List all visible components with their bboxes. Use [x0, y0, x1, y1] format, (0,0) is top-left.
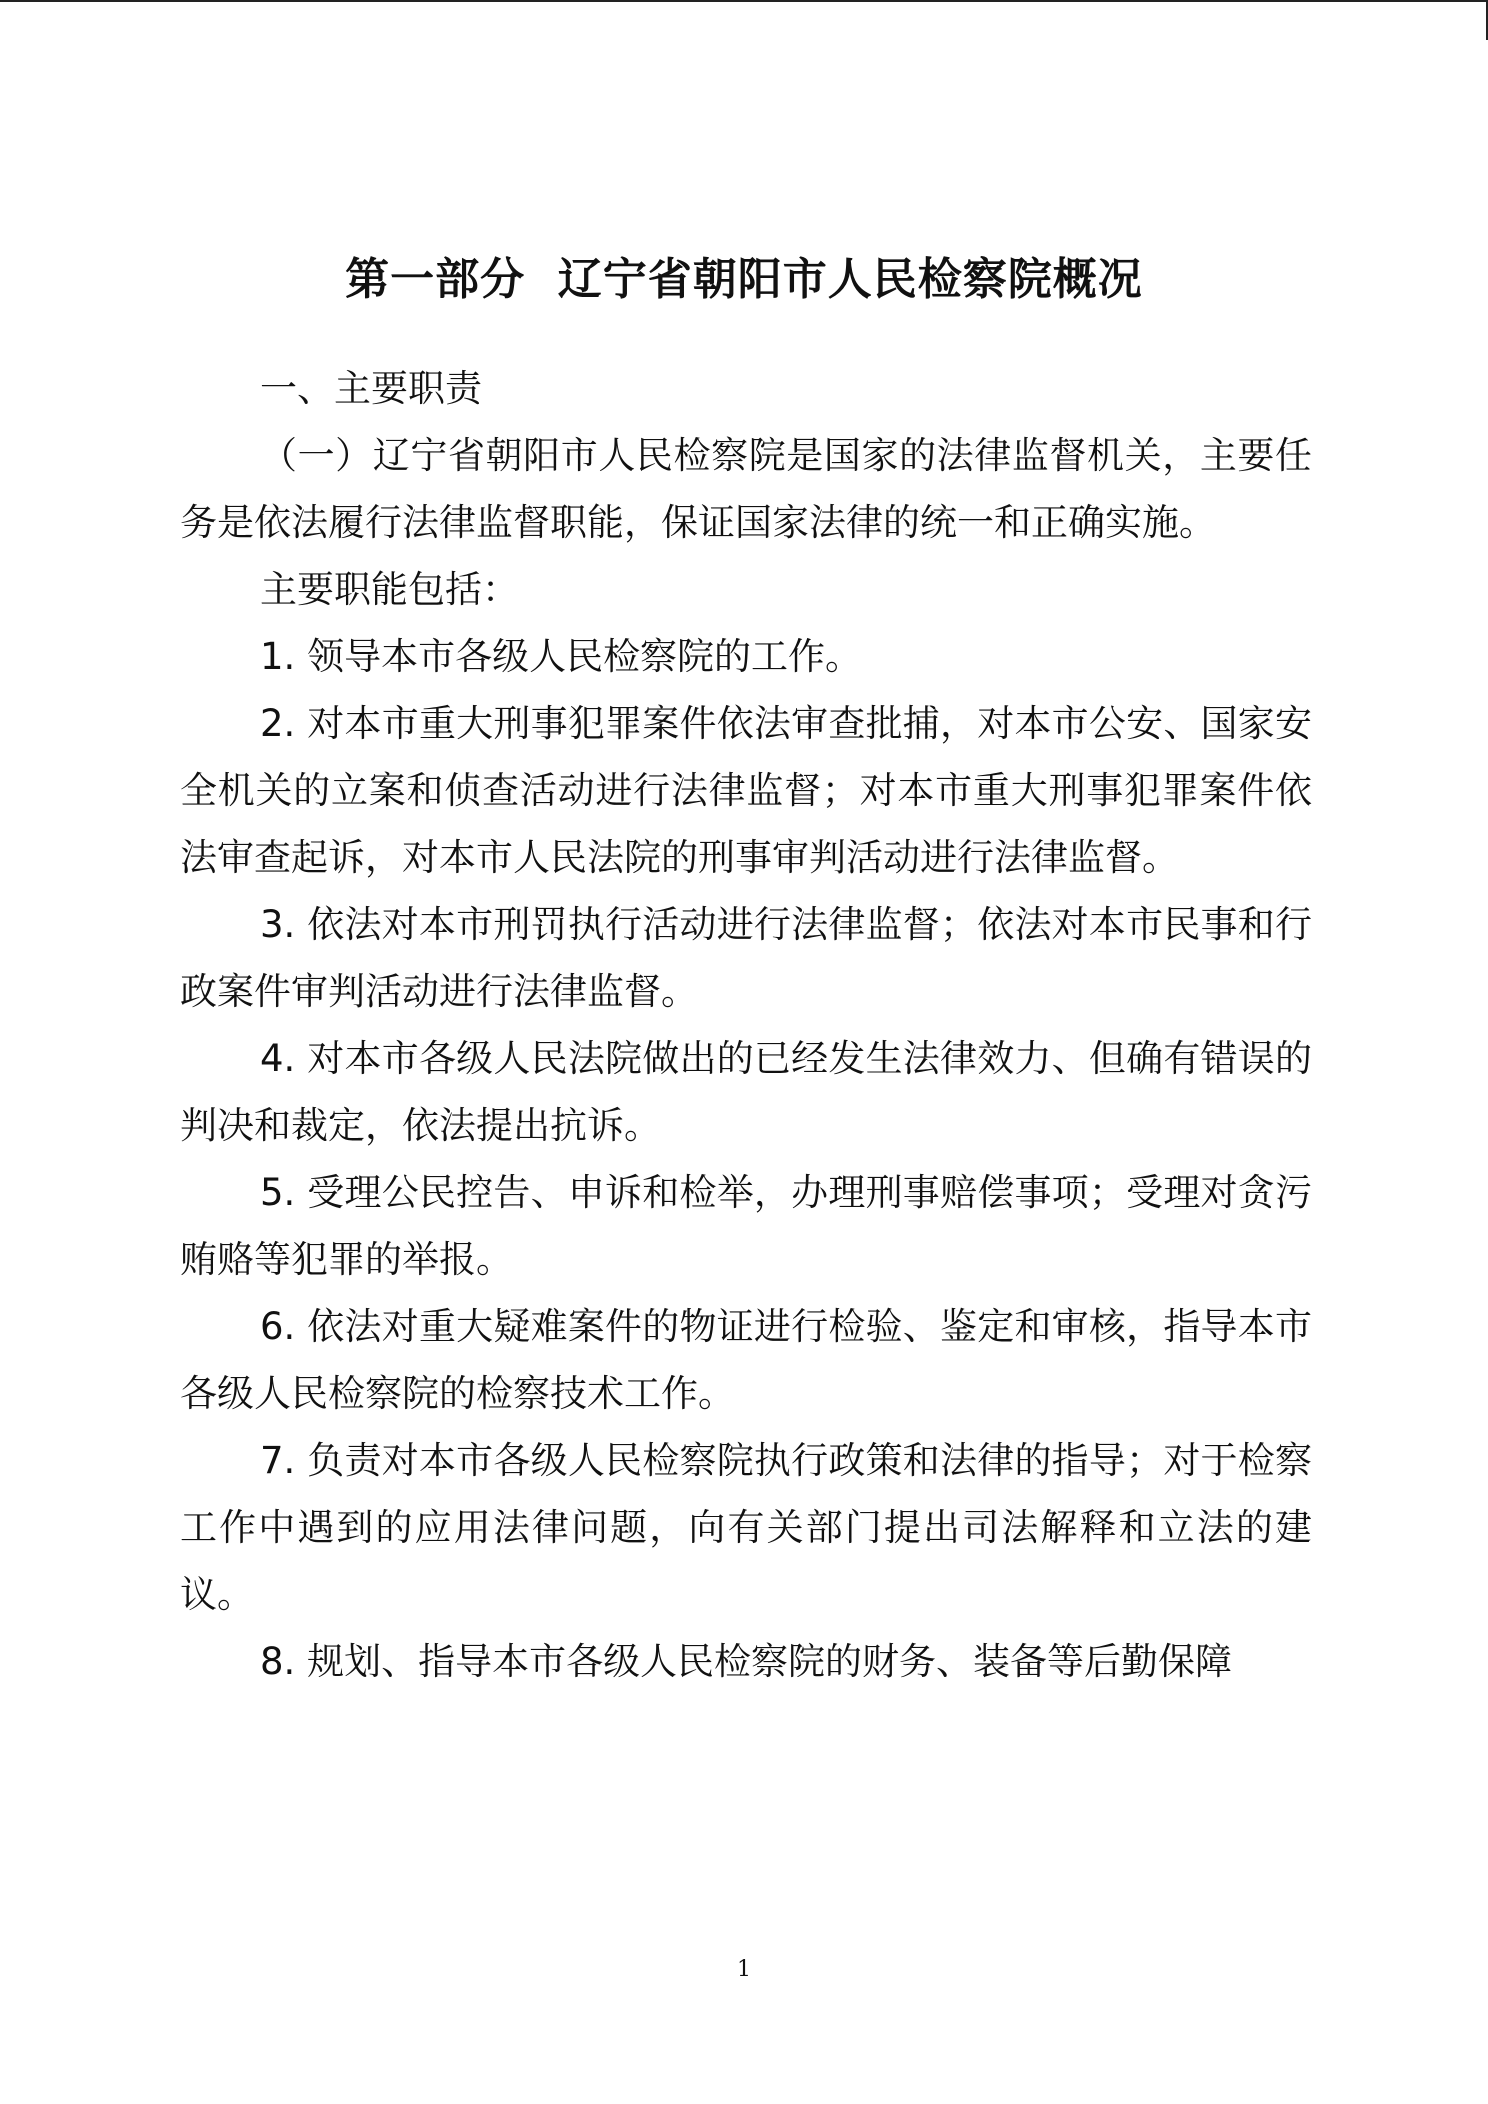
list-item-8: 8. 规划、指导本市各级人民检察院的财务、装备等后勤保障: [260, 1640, 1233, 1683]
list-item-2: 2. 对本市重大刑事犯罪案件依法审查批捕，对本市公安、国家安全机关的立案和侦查活动进行法律监督；对本市重大刑事犯罪案件依法审查起诉，对本市人民法院的刑事审判活动进行法律监督。: [180, 702, 1312, 879]
page-number: 1: [737, 1957, 751, 1982]
list-item-4: 4. 对本市各级人民法院做出的已经发生法律效力、但确有错误的判决和裁定，依法提出抗诉。: [180, 1037, 1312, 1147]
paragraph-mandate: （一）辽宁省朝阳市人民检察院是国家的法律监督机关，主要任务是依法履行法律监督职能，保证国家法律的统一和正确实施。: [180, 434, 1312, 544]
list-item-5: 5. 受理公民控告、申诉和检举，办理刑事赔偿事项；受理对贪污贿赂等犯罪的举报。: [180, 1171, 1312, 1281]
paragraph-functions-intro: 主要职能包括：: [260, 568, 519, 611]
list-item-6: 6. 依法对重大疑难案件的物证进行检验、鉴定和审核，指导本市各级人民检察院的检察技术工作。: [180, 1305, 1312, 1415]
document-title: 第一部分 辽宁省朝阳市人民检察院概况: [345, 254, 1143, 306]
list-item-7: 7. 负责对本市各级人民检察院执行政策和法律的指导；对于检察工作中遇到的应用法律问题，向有关部门提出司法解释和立法的建议。: [180, 1439, 1312, 1616]
document-body: [180, 355, 1312, 1695]
section-heading: 一、主要职责: [260, 367, 482, 410]
page-top-border: [0, 0, 1488, 2]
list-item-3: 3. 依法对本市刑罚执行活动进行法律监督；依法对本市民事和行政案件审判活动进行法律监督。: [180, 903, 1312, 1013]
list-item-1: 1. 领导本市各级人民检察院的工作。: [260, 635, 863, 678]
